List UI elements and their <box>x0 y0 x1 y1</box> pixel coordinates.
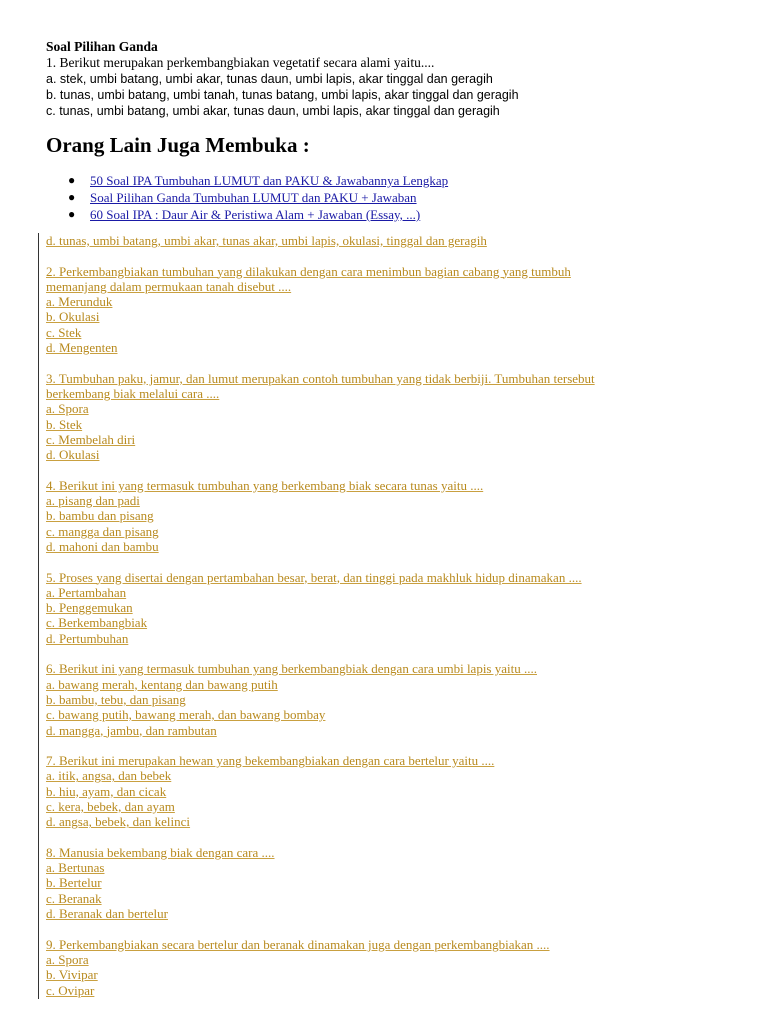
option-3b: b. Stek <box>46 416 83 432</box>
option-8b: b. Bertelur <box>46 875 102 891</box>
option-6b: b. bambu, tebu, dan pisang <box>46 691 186 707</box>
question-7: 7. Berikut ini merupakan hewan yang bekembangbiakan dengan cara bertelur yaitu .... <box>46 753 495 769</box>
list-item <box>68 189 746 206</box>
question-9: 9. Perkembangbiakan secara bertelur dan beranak dinamakan juga dengan perkembangbiakan .... <box>46 936 550 952</box>
question-3: 3. Tumbuhan paku, jamur, dan lumut merupakan contoh tumbuhan yang tidak berbiji. Tumbuhan tersebut <box>46 370 595 386</box>
question-1: 1. Berikut merupakan perkembangbiakan vegetatif secara alami yaitu.... <box>46 55 435 70</box>
bullet-icon: ● <box>68 207 76 221</box>
question-8: 8. Manusia bekembang biak dengan cara .... <box>46 844 275 860</box>
question-6: 6. Berikut ini yang termasuk tumbuhan yang berkembangbiak dengan cara umbi lapis yaitu .... <box>46 661 537 677</box>
option-4d: d. mahoni dan bambu <box>46 538 159 554</box>
bullet-icon: ● <box>68 173 76 187</box>
intro-title: Soal Pilihan Ganda <box>46 39 158 54</box>
question-2-cont: memanjang dalam permukaan tanah disebut .... <box>46 278 292 294</box>
list-item <box>68 206 746 223</box>
related-heading: Orang Lain Juga Membuka : <box>46 133 310 157</box>
option-1b: b. tunas, umbi batang, umbi tanah, tunas batang, umbi lapis, akar tinggal dan geragih <box>46 88 519 102</box>
option-4b: b. bambu dan pisang <box>46 508 154 524</box>
option-5c: c. Berkembangbiak <box>46 615 148 631</box>
list-item <box>68 172 746 189</box>
question-3-cont: berkembang biak melalui cara .... <box>46 385 220 401</box>
option-7a: a. itik, angsa, dan bebek <box>46 768 172 784</box>
question-2: 2. Perkembangbiakan tumbuhan yang dilakukan dengan cara menimbun bagian cabang yang tumbuh <box>46 263 571 279</box>
option-3c: c. Membelah diri <box>46 431 136 447</box>
option-4c: c. mangga dan pisang <box>46 523 159 539</box>
question-4: 4. Berikut ini yang termasuk tumbuhan yang berkembang biak secara tunas yaitu .... <box>46 477 484 493</box>
option-8a: a. Bertunas <box>46 860 105 876</box>
option-9b: b. Vivipar <box>46 967 98 983</box>
option-6d: d. mangga, jambu, dan rambutan <box>46 722 217 738</box>
option-5d: d. Pertumbuhan <box>46 630 129 646</box>
option-6a: a. bawang merah, kentang dan bawang putih <box>46 676 278 692</box>
option-4a: a. pisang dan padi <box>46 493 140 509</box>
option-1c: c. tunas, umbi batang, umbi akar, tunas daun, umbi lapis, akar tinggal dan geragih <box>46 104 500 118</box>
option-5b: b. Penggemukan <box>46 600 133 616</box>
option-1d: d. tunas, umbi batang, umbi akar, tunas akar, umbi lapis, okulasi, tinggal dan geragih <box>46 233 487 248</box>
option-9a: a. Spora <box>46 951 89 967</box>
option-6c: c. bawang putih, bawang merah, dan bawang bombay <box>46 707 326 723</box>
option-9c: c. Ovipar <box>46 982 95 998</box>
related-link-1[interactable]: 50 Soal IPA Tumbuhan LUMUT dan PAKU & Jawabannya Lengkap <box>90 173 449 188</box>
option-2d: d. Mengenten <box>46 340 118 356</box>
option-2a: a. Merunduk <box>46 294 113 310</box>
intro-section <box>46 39 746 223</box>
option-2c: c. Stek <box>46 324 82 340</box>
related-list <box>46 172 746 223</box>
option-2b: b. Okulasi <box>46 309 100 325</box>
option-7c: c. kera, bebek, dan ayam <box>46 798 175 814</box>
option-3d: d. Okulasi <box>46 447 100 463</box>
question-5: 5. Proses yang disertai dengan pertambahan besar, berat, dan tinggi pada makhluk hidup dinamakan .... <box>46 569 582 585</box>
related-link-3[interactable]: 60 Soal IPA : Daur Air & Peristiwa Alam + Jawaban (Essay, ...) <box>90 207 421 222</box>
option-7b: b. hiu, ayam, dan cicak <box>46 783 167 799</box>
option-7d: d. angsa, bebek, dan kelinci <box>46 814 191 830</box>
option-5a: a. Pertambahan <box>46 584 127 600</box>
option-8d: d. Beranak dan bertelur <box>46 906 169 922</box>
related-link-2[interactable]: Soal Pilihan Ganda Tumbuhan LUMUT dan PAKU + Jawaban <box>90 190 417 205</box>
bullet-icon: ● <box>68 190 76 204</box>
option-8c: c. Beranak <box>46 890 102 906</box>
option-1a: a. stek, umbi batang, umbi akar, tunas daun, umbi lapis, akar tinggal dan geragih <box>46 72 493 86</box>
option-3a: a. Spora <box>46 401 89 417</box>
quiz-continuation <box>38 233 746 999</box>
